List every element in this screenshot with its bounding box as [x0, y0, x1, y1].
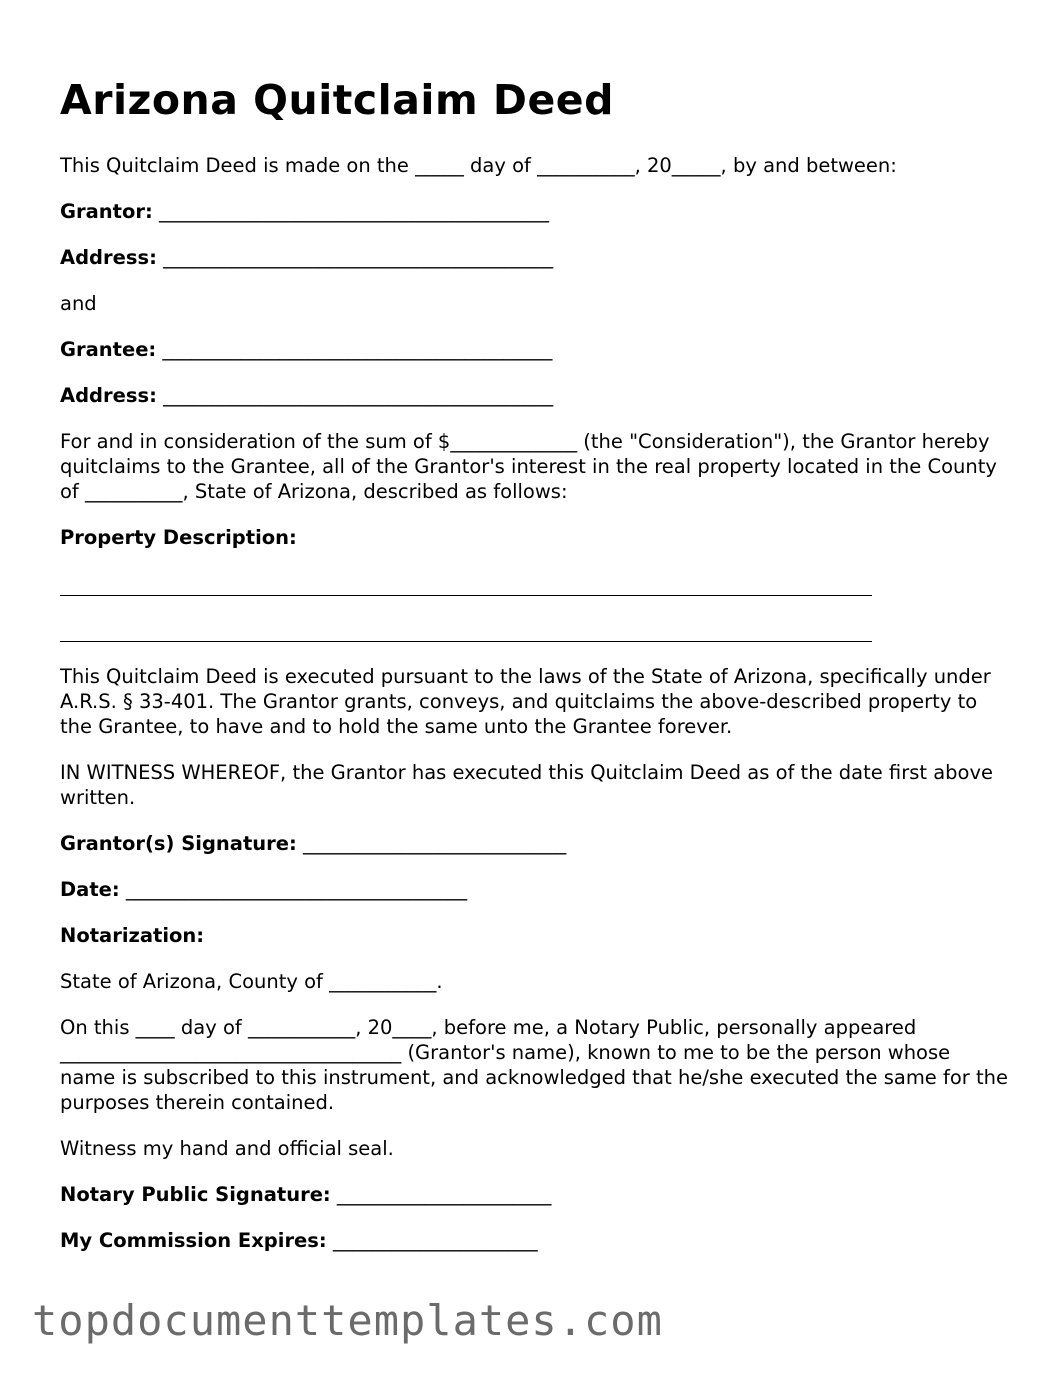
- grantor-signature-line[interactable]: ___________________________: [296, 832, 567, 855]
- notarization-label: Notarization:: [60, 924, 205, 947]
- witness-paragraph: IN WITNESS WHEREOF, the Grantor has executed this Quitclaim Deed as of the date first above written.: [60, 761, 1000, 809]
- and-text: and: [60, 292, 97, 315]
- grantee-field: [60, 337, 1010, 362]
- watermark: topdocumenttemplates.com: [32, 1296, 663, 1345]
- commission-expires-line[interactable]: _____________________: [326, 1229, 538, 1252]
- notary-signature-label: Notary Public Signature:: [60, 1183, 331, 1206]
- commission-expires-field: [60, 1228, 1010, 1253]
- grantee-address-field: [60, 383, 1010, 408]
- grantor-line[interactable]: ________________________________________: [152, 200, 549, 223]
- notary-body-paragraph: On this ____ day of ___________, 20____, before me, a Notary Public, personally appeared ___________________________________ (Grantor's name), known to me to be the person whose name is subscribed to this instrument, and acknowledged that he/she executed the same for the purposes therein contained.: [60, 1016, 1015, 1114]
- grantor-address-field: [60, 245, 1010, 270]
- commission-expires-label: My Commission Expires:: [60, 1229, 327, 1252]
- document-body: [60, 75, 1015, 1253]
- grantor-signature-field: [60, 831, 1010, 856]
- grantor-field: [60, 199, 1010, 224]
- date-line[interactable]: ___________________________________: [119, 878, 468, 901]
- property-description-line-1[interactable]: [60, 571, 872, 596]
- grantor-signature-label: Grantor(s) Signature:: [60, 832, 297, 855]
- grantor-address-label: Address:: [60, 246, 157, 269]
- notary-state-county: State of Arizona, County of ___________.: [60, 970, 443, 993]
- grantor-address-line[interactable]: ________________________________________: [156, 246, 554, 269]
- grantee-line[interactable]: ________________________________________: [156, 338, 553, 361]
- property-description-line-2[interactable]: [60, 617, 872, 642]
- grantee-address-label: Address:: [60, 384, 157, 407]
- intro-paragraph: This Quitclaim Deed is made on the _____ day of __________, 20_____, by and between:: [60, 154, 897, 177]
- document-title: Arizona Quitclaim Deed: [60, 76, 614, 124]
- consideration-paragraph: For and in consideration of the sum of $_____________ (the "Consideration"), the Grantor hereby quitclaims to the Grantee, all of the Grantor's interest in the real property located in the County of __________, State of Arizona, described as follows:: [60, 430, 1004, 503]
- notary-signature-field: [60, 1182, 1010, 1207]
- grantee-label: Grantee:: [60, 338, 157, 361]
- grantor-label: Grantor:: [60, 200, 153, 223]
- witness-seal-text: Witness my hand and official seal.: [60, 1137, 394, 1160]
- notary-signature-line[interactable]: ______________________: [330, 1183, 552, 1206]
- property-description-label: Property Description:: [60, 526, 297, 549]
- grantee-address-line[interactable]: ________________________________________: [156, 384, 554, 407]
- statute-paragraph: This Quitclaim Deed is executed pursuant to the laws of the State of Arizona, specifically under A.R.S. § 33-401. The Grantor grants, conveys, and quitclaims the above-described property to the Grantee, to have and to hold the same unto the Grantee forever.: [60, 665, 998, 738]
- date-label: Date:: [60, 878, 120, 901]
- date-field: [60, 877, 1010, 902]
